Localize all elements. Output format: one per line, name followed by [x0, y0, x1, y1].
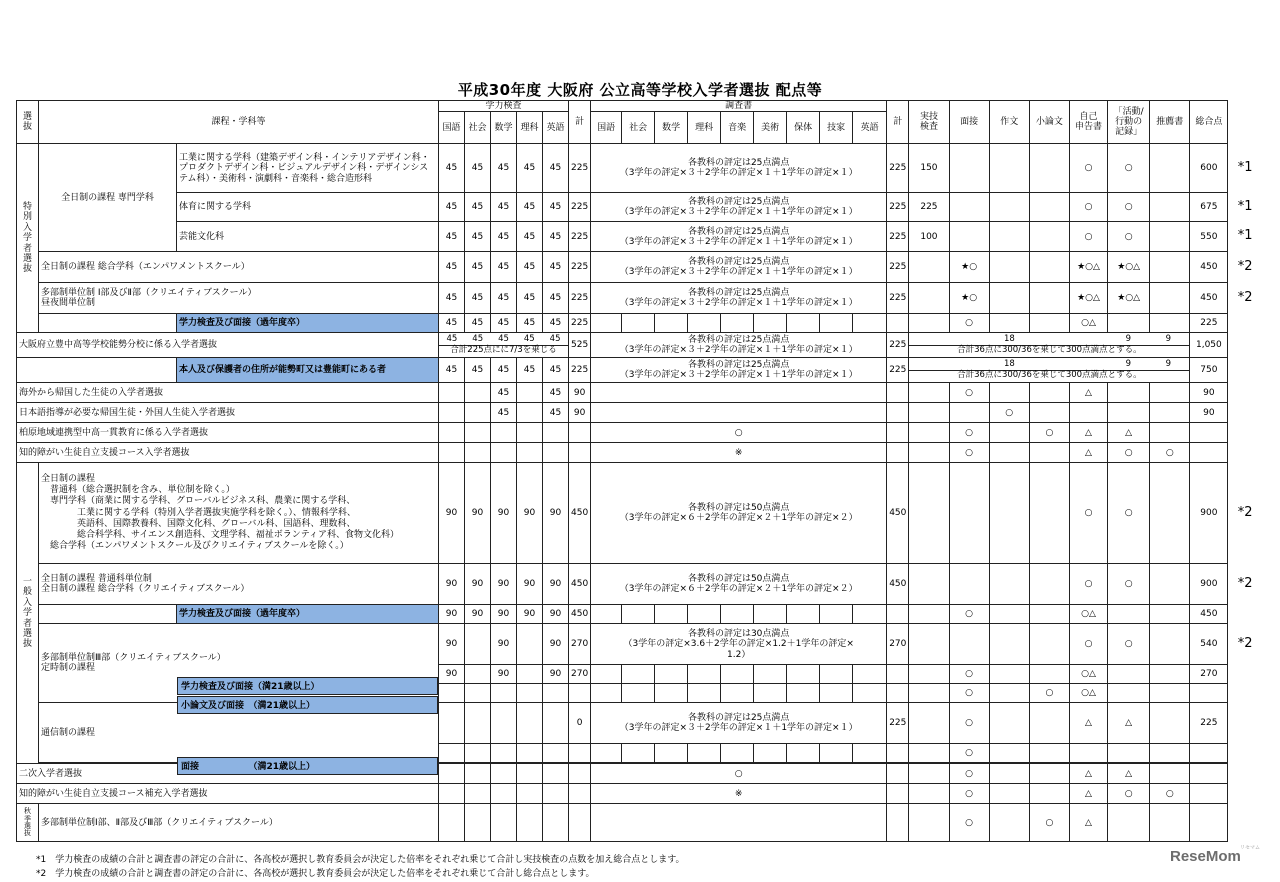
mark: △ — [1069, 764, 1107, 784]
cell: 90 — [465, 463, 491, 564]
cell: 45 — [517, 144, 543, 193]
mark: ○ — [1108, 564, 1150, 605]
subj5-4: 英語 — [543, 112, 569, 144]
mark: ○ — [949, 764, 989, 784]
cell: 450 — [1190, 252, 1228, 283]
footnote-1: *1 学力検査の成績の合計と調査書の評定の合計に、各高校が選択し教育委員会が決定した倍率をそれぞれ乗じて合計し実技検査の点数を加え総合点とします。 — [36, 855, 685, 865]
subj9-8: 英語 — [853, 112, 887, 144]
cell: 45 — [491, 314, 517, 333]
mark: ○ — [1108, 624, 1150, 665]
cell: 90 — [543, 624, 569, 665]
row-tsushin: 通信制の課程 — [39, 703, 439, 763]
mark: ○ — [949, 665, 989, 684]
subj9-3: 理科 — [688, 112, 721, 144]
row-kashiwara: 柏原地域連携型中高一貫教育に係る入学者選抜 — [17, 423, 439, 443]
cell: 90 — [491, 463, 517, 564]
mark: ★○△ — [1108, 252, 1150, 283]
header-sogo: 総合点 — [1190, 101, 1228, 144]
cell: 90 — [439, 665, 465, 684]
star-note: *1 — [1237, 198, 1253, 214]
cell: 45 — [491, 222, 517, 252]
header-jiko: 自己 申告書 — [1069, 101, 1107, 144]
subj5-3: 理科 — [517, 112, 543, 144]
cell: 9 — [1125, 334, 1132, 345]
row-kako: 学力検査及び面接（過年度卒） — [177, 314, 439, 333]
mark: ※ — [591, 784, 887, 804]
mark: ○ — [1108, 443, 1150, 463]
cell: 45 — [465, 283, 491, 314]
page-title: 平成30年度 大阪府 公立高等学校入学者選抜 配点等 — [457, 81, 823, 99]
cell: 45 — [439, 222, 465, 252]
cell: 525 — [569, 333, 591, 358]
header-selection: 選 抜 — [17, 101, 39, 144]
footnotes — [36, 853, 685, 881]
cell: 450 — [569, 564, 591, 605]
cell: 450 — [887, 564, 909, 605]
star-note: *2 — [1237, 289, 1253, 305]
row-mensetsu-over21: 面接 （満21歳以上） — [177, 757, 438, 775]
cell: 270 — [1190, 665, 1228, 684]
cell: 45 — [491, 358, 517, 383]
note-30: 各教科の評定は30点満点 （3学年の評定×3.6＋2学年の評定×1.2＋1学年の評定× 1.2） — [591, 624, 887, 665]
cell: 90 — [569, 403, 591, 423]
mark: ★○△ — [1069, 283, 1107, 314]
cell: 540 — [1190, 624, 1228, 665]
cell: 45 — [465, 144, 491, 193]
note-25: 各教科の評定は25点満点 （3学年の評定×３＋2学年の評定×１＋1学年の評定×１） — [591, 144, 887, 193]
cell: 90 — [491, 624, 517, 665]
mark: ○ — [1150, 784, 1190, 804]
cell: 225 — [887, 333, 909, 358]
category-tokubetsu: 特 別 入 学 者 選 抜 — [17, 144, 39, 333]
row-nose-resident: 本人及び保護者の住所が能勢町又は豊能町にある者 — [177, 358, 439, 383]
note-25: 各教科の評定は25点満点 （3学年の評定×３＋2学年の評定×１＋1学年の評定×１） — [591, 252, 887, 283]
cell: 450 — [569, 605, 591, 624]
mark: △ — [1069, 784, 1107, 804]
mark: ○ — [1069, 144, 1107, 193]
cell: 90 — [491, 665, 517, 684]
cell: 45 — [543, 283, 569, 314]
cell: 0 — [569, 703, 591, 744]
header-shoronbun: 小論文 — [1029, 101, 1069, 144]
row-taiiku: 体育に関する学科 — [177, 193, 439, 222]
subj5-1: 社会 — [465, 112, 491, 144]
star-note: *2 — [1237, 575, 1253, 591]
toyonaka-36: 合計36点に300/36を乗じて300点満点とする。 — [957, 369, 1142, 380]
note-25: 各教科の評定は25点満点 （3学年の評定×３＋2学年の評定×１＋1学年の評定×１） — [591, 283, 887, 314]
star-note: *2 — [1237, 635, 1253, 651]
header-gakuryoku-total: 計 — [569, 101, 591, 144]
cell: 45 — [439, 358, 465, 383]
row-kogyo: 工業に関する学科（建築デザイン科・インテリアデザイン科・プロダクトデザイン科・ビジュアルデザイン科・デザインシステム科）・美術科・演劇科・音楽科・総合造形科 — [177, 144, 439, 193]
mark: ○ — [1029, 423, 1069, 443]
note-25: 各教科の評定は25点満点 （3学年の評定×３＋2学年の評定×１＋1学年の評定×１） — [591, 703, 887, 744]
cell: 90 — [543, 564, 569, 605]
mark: ○ — [949, 684, 989, 703]
mark: ★○△ — [1108, 283, 1150, 314]
cell: 225 — [569, 358, 591, 383]
star-note: *2 — [1237, 504, 1253, 520]
mark: △ — [1108, 764, 1150, 784]
cell: 750 — [1190, 358, 1228, 383]
mark: ★○△ — [1069, 252, 1107, 283]
cell: 45 — [498, 334, 509, 345]
mark: △ — [1069, 804, 1107, 842]
mark: ○ — [949, 744, 989, 763]
cell: 45 — [517, 314, 543, 333]
cell: 100 — [909, 222, 949, 252]
cell: 45 — [465, 252, 491, 283]
row-senmon-label: 全日制の課程 専門学科 — [39, 144, 177, 252]
cell: 225 — [887, 144, 909, 193]
cell: 550 — [1190, 222, 1228, 252]
header-suisen: 推薦書 — [1150, 101, 1190, 144]
resemom-logo: ReseMom — [1170, 848, 1241, 865]
row-empower: 全日制の課程 総合学科（エンパワメントスクール） — [39, 252, 439, 283]
cell: 270 — [887, 624, 909, 665]
mark: ○ — [989, 403, 1029, 423]
mark: ○ — [1108, 222, 1150, 252]
mark: ○△ — [1069, 665, 1107, 684]
cell: 45 — [543, 222, 569, 252]
cell: 450 — [887, 463, 909, 564]
row-shuki-tabu: 多部制単位制Ⅰ部、Ⅱ部及びⅢ部（クリエイティブスクール） — [39, 804, 439, 842]
cell: 45 — [439, 283, 465, 314]
cell: 45 — [439, 193, 465, 222]
row-shoronbun-over21: 小論文及び面接 （満21歳以上） — [177, 696, 438, 714]
cell: 90 — [569, 383, 591, 403]
cell: 45 — [543, 314, 569, 333]
row-chiteki: 知的障がい生徒自立支援コース入学者選抜 — [17, 443, 439, 463]
cell: 225 — [569, 283, 591, 314]
cell: 225 — [569, 222, 591, 252]
mark: ○ — [1108, 784, 1150, 804]
cell: 225 — [569, 144, 591, 193]
cell: 90 — [439, 605, 465, 624]
mark: △ — [1069, 383, 1107, 403]
mark: ○ — [1029, 804, 1069, 842]
cell: 45 — [491, 144, 517, 193]
mark: △ — [1108, 703, 1150, 744]
cell: 9 — [1165, 334, 1172, 345]
cell: 45 — [523, 334, 535, 345]
category-shuki: 秋 季 選 抜 — [17, 804, 39, 842]
category-ippan: 一 般 入 学 者 選 抜 — [17, 463, 39, 764]
note-25: 各教科の評定は25点満点 （3学年の評定×３＋2学年の評定×１＋1学年の評定×１） — [591, 193, 887, 222]
row-futsu-tani: 全日制の課程 普通科単位制 全日制の課程 総合学科（クリエイティブスクール） — [39, 564, 439, 605]
mark: ○△ — [1069, 605, 1107, 624]
cell: 90 — [517, 564, 543, 605]
cell: 45 — [465, 358, 491, 383]
mark: ○ — [1069, 463, 1107, 564]
row-tabu-12: 多部制単位制 Ⅰ部及びⅡ部（クリエイティブスクール） 昼夜間単位制 — [39, 283, 439, 314]
cell: 225 — [569, 193, 591, 222]
cell: 450 — [569, 463, 591, 564]
row-kako-2: 学力検査及び面接（過年度卒） — [177, 605, 439, 624]
cell: 45 — [517, 252, 543, 283]
mark: ○ — [591, 423, 887, 443]
mark: ○ — [1108, 144, 1150, 193]
header-chosasho-total: 計 — [887, 101, 909, 144]
mark: ★○ — [949, 252, 989, 283]
mark: △ — [1069, 703, 1107, 744]
mark: ○ — [1069, 624, 1107, 665]
subj9-2: 数学 — [655, 112, 688, 144]
cell: 225 — [909, 193, 949, 222]
row-tabu-3: 多部制単位制Ⅲ部（クリエイティブスクール） 定時制の課程 — [39, 624, 439, 703]
row-kaigai: 海外から帰国した生徒の入学者選抜 — [17, 383, 439, 403]
footnote-2: *2 学力検査の成績の合計と調査書の評定の合計に、各高校が選択し教育委員会が決定した倍率をそれぞれ乗じて合計し総合点とします。 — [36, 869, 595, 879]
note-25: 各教科の評定は25点満点 （3学年の評定×３＋2学年の評定×１＋1学年の評定×１） — [591, 222, 887, 252]
cell: 45 — [465, 314, 491, 333]
cell: 225 — [569, 252, 591, 283]
cell: 90 — [491, 564, 517, 605]
header-course: 課程・学科等 — [39, 101, 439, 144]
mark: ○ — [949, 423, 989, 443]
cell: 45 — [491, 283, 517, 314]
cell: 45 — [439, 144, 465, 193]
mark: ○ — [949, 314, 989, 333]
mark: ○ — [1108, 193, 1150, 222]
cell: 90 — [1190, 383, 1228, 403]
mark: ○ — [1029, 684, 1069, 703]
row-chiteki-hoketsu: 知的障がい生徒自立支援コース補充入学者選抜 — [17, 784, 439, 804]
row-over21: 学力検査及び面接（満21歳以上） — [177, 677, 438, 695]
cell: 45 — [543, 403, 569, 423]
cell: 90 — [491, 605, 517, 624]
cell: 45 — [439, 252, 465, 283]
row-toyonaka: 大阪府立豊中高等学校能勢分校に係る入学者選抜 — [17, 333, 439, 358]
cell: 90 — [517, 605, 543, 624]
mark: ○ — [1069, 564, 1107, 605]
note-25: 各教科の評定は25点満点 （3学年の評定×３＋2学年の評定×１＋1学年の評定×１） — [591, 358, 887, 383]
row-geino: 芸能文化科 — [177, 222, 439, 252]
cell: 45 — [549, 334, 561, 345]
note-25: 各教科の評定は25点満点 （3学年の評定×３＋2学年の評定×１＋1学年の評定×１） — [591, 333, 887, 358]
row-nihongo: 日本語指導が必要な帰国生徒・外国人生徒入学者選抜 — [17, 403, 439, 423]
toyonaka-36: 合計36点に300/36を乗じて300点満点とする。 — [957, 344, 1142, 355]
star-note: *1 — [1237, 228, 1253, 244]
cell: 45 — [543, 358, 569, 383]
cell: 45 — [543, 383, 569, 403]
row-niji: 二次入学者選抜 — [17, 764, 439, 784]
mark: ○ — [1108, 463, 1150, 564]
cell: 90 — [1190, 403, 1228, 423]
cell: 90 — [543, 605, 569, 624]
note-50: 各教科の評定は50点満点 （3学年の評定×６＋2学年の評定×２＋1学年の評定×２） — [591, 463, 887, 564]
cell: 45 — [491, 383, 517, 403]
cell: 45 — [465, 193, 491, 222]
cell: 225 — [887, 222, 909, 252]
cell: 225 — [887, 193, 909, 222]
mark: ○ — [949, 804, 989, 842]
cell: 270 — [569, 665, 591, 684]
header-jitsugi: 実技 検査 — [909, 101, 949, 144]
cell: 18 — [1003, 334, 1015, 345]
subj9-7: 技家 — [820, 112, 853, 144]
subj9-0: 国語 — [591, 112, 622, 144]
cell: 45 — [543, 144, 569, 193]
cell: 675 — [1190, 193, 1228, 222]
cell: 90 — [465, 564, 491, 605]
header-gakuryoku: 学力検査 — [439, 101, 569, 112]
cell: 225 — [887, 252, 909, 283]
subj5-0: 国語 — [439, 112, 465, 144]
cell: 45 — [517, 283, 543, 314]
mark: ※ — [591, 443, 887, 463]
row-zennichi-block: 全日制の課程 普通科（総合選択制を含み、単位制を除く。） 専門学科（商業に関する学科、グローバルビジネス科、農業に関する学科、 工業に関する学科（特別入学者選抜実施学科を除く。）、情報科学科、 英語科、国際教養科、国際文化科、グローバル科、国語科、理数科、 総合科学科、サイエンス創造科、文理学科、福祉ボランティア科、食物文化科） 総合学科（エンパワメントスクール及びクリエイティブスクールを除く。） — [39, 463, 439, 564]
star-note: *1 — [1237, 159, 1253, 175]
mark: ○ — [949, 383, 989, 403]
cell: 90 — [543, 665, 569, 684]
cell: 90 — [439, 463, 465, 564]
subj5-2: 数学 — [491, 112, 517, 144]
cell: 90 — [465, 605, 491, 624]
cell: 150 — [909, 144, 949, 193]
cell: 225 — [1190, 314, 1228, 333]
cell: 90 — [543, 463, 569, 564]
score-table — [16, 100, 1262, 842]
mark: ○ — [1069, 222, 1107, 252]
cell: 18 — [1003, 359, 1015, 370]
cell: 45 — [472, 334, 484, 345]
cell: 45 — [446, 334, 458, 345]
note-50: 各教科の評定は50点満点 （3学年の評定×６＋2学年の評定×２＋1学年の評定×２） — [591, 564, 887, 605]
mark: ○ — [949, 784, 989, 804]
subj9-1: 社会 — [622, 112, 655, 144]
mark: ○ — [949, 443, 989, 463]
cell: 45 — [543, 193, 569, 222]
resemom-logo-sub: リセマム — [1240, 845, 1260, 851]
mark: ○ — [1069, 193, 1107, 222]
cell: 45 — [517, 193, 543, 222]
subj9-6: 保体 — [787, 112, 820, 144]
mark: △ — [1069, 443, 1107, 463]
mark: △ — [1069, 423, 1107, 443]
cell: 45 — [517, 222, 543, 252]
star-note: *2 — [1237, 258, 1253, 274]
header-mensetsu: 面接 — [949, 101, 989, 144]
cell: 225 — [887, 703, 909, 744]
cell: 90 — [517, 463, 543, 564]
header-sakubun: 作文 — [989, 101, 1029, 144]
cell: 45 — [543, 252, 569, 283]
cell: 9 — [1165, 359, 1172, 370]
cell: 45 — [439, 314, 465, 333]
cell: 600 — [1190, 144, 1228, 193]
cell: 270 — [569, 624, 591, 665]
mark: ○ — [1150, 443, 1190, 463]
cell: 45 — [517, 358, 543, 383]
cell: 9 — [1125, 359, 1132, 370]
cell: 225 — [887, 283, 909, 314]
mark: ○ — [591, 764, 887, 784]
header-katsudo: 「活動/ 行動の 記録」 — [1108, 101, 1150, 144]
cell: 900 — [1190, 463, 1228, 564]
cell: 225 — [1190, 703, 1228, 744]
mark: ○ — [949, 605, 989, 624]
cell: 45 — [491, 193, 517, 222]
cell: 225 — [569, 314, 591, 333]
mark: ○△ — [1069, 684, 1107, 703]
cell: 450 — [1190, 283, 1228, 314]
mark: △ — [1108, 423, 1150, 443]
cell: 450 — [1190, 605, 1228, 624]
cell: 90 — [439, 564, 465, 605]
cell: 900 — [1190, 564, 1228, 605]
mark: ○ — [949, 703, 989, 744]
cell: 45 — [491, 252, 517, 283]
header-chosasho: 調査書 — [591, 101, 887, 112]
subj9-5: 美術 — [754, 112, 787, 144]
cell: 90 — [439, 624, 465, 665]
subj9-4: 音楽 — [721, 112, 754, 144]
cell: 1,050 — [1190, 333, 1228, 358]
cell: 45 — [491, 403, 517, 423]
toyonaka-note: 合計225点にに7/3を乗じる — [450, 344, 557, 355]
cell: 45 — [465, 222, 491, 252]
mark: ★○ — [949, 283, 989, 314]
mark: ○△ — [1069, 314, 1107, 333]
cell: 225 — [887, 358, 909, 383]
